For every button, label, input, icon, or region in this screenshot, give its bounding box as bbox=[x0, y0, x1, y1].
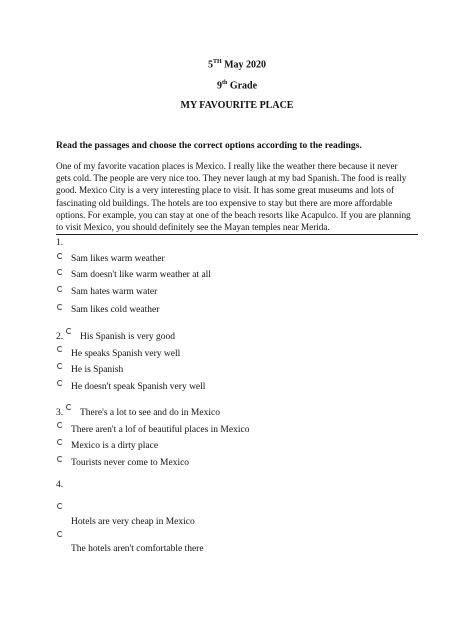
passage-line: options. For example, you can stay at one of the beach resorts like Acapulco. If you are planning bbox=[56, 209, 411, 220]
option-label: He speaks Spanish very well bbox=[71, 349, 181, 359]
option-label: Sam likes cold weather bbox=[71, 305, 160, 315]
option-label: The hotels aren't comfortable there bbox=[71, 544, 204, 554]
option-label: There's a lot to see and do in Mexico bbox=[80, 408, 220, 418]
radio-button[interactable] bbox=[57, 304, 63, 310]
passage-line: good. Mexico City is a very interesting place to visit. It has some great museums and lots of bbox=[56, 185, 395, 196]
option-label: Sam likes warm weather bbox=[71, 254, 165, 264]
radio-button[interactable] bbox=[57, 253, 63, 259]
question-number: 1. bbox=[56, 238, 64, 248]
radio-button[interactable] bbox=[57, 269, 63, 275]
radio-button[interactable] bbox=[57, 503, 63, 509]
question-number: 3. bbox=[56, 408, 64, 418]
passage-line: One of my favorite vacation places is Mexico. I really like the weather there because it never bbox=[56, 161, 398, 171]
radio-button[interactable] bbox=[57, 363, 63, 369]
radio-button[interactable] bbox=[66, 404, 72, 410]
radio-button[interactable] bbox=[57, 531, 63, 537]
option-label: He doesn't speak Spanish very well bbox=[71, 382, 206, 392]
date-superscript: TH bbox=[212, 59, 222, 65]
option-label: Hotels are very cheap in Mexico bbox=[71, 517, 195, 527]
question-number: 4. bbox=[56, 480, 64, 490]
question-number: 2. bbox=[56, 332, 64, 342]
radio-button[interactable] bbox=[57, 286, 63, 292]
radio-button[interactable] bbox=[66, 328, 72, 334]
page-title: MY FAVOURITE PLACE bbox=[180, 100, 294, 111]
radio-button[interactable] bbox=[57, 439, 63, 445]
radio-button[interactable] bbox=[57, 422, 63, 428]
date-rest: May 2020 bbox=[221, 59, 267, 71]
option-label: Sam hates warm water bbox=[71, 287, 158, 297]
passage-line: fascinating old buildings. The hotels are too expensive to stay but there are more affordable bbox=[56, 197, 393, 208]
radio-button[interactable] bbox=[57, 346, 63, 352]
option-label: There aren't a lof of beautiful places in Mexico bbox=[71, 425, 250, 435]
grade-rest: Grade bbox=[227, 80, 258, 92]
passage-line: gets cold. The people are very nice too. They never laugh at my bad Spanish. The food is really bbox=[56, 173, 407, 184]
radio-button[interactable] bbox=[57, 380, 63, 386]
reading-passage bbox=[56, 160, 418, 235]
option-label: He is Spanish bbox=[71, 365, 124, 375]
option-label: His Spanish is very good bbox=[80, 332, 175, 342]
passage-line: to visit Mexico, you should definitely see the Mayan temples near Merida. bbox=[56, 222, 330, 233]
option-label: Sam doesn't like warm weather at all bbox=[71, 270, 211, 280]
grade-number: 9 bbox=[216, 80, 222, 92]
grade-line bbox=[0, 80, 474, 91]
date-day: 5 bbox=[207, 59, 213, 71]
option-label: Mexico is a dirty place bbox=[71, 441, 159, 451]
instructions: Read the passages and choose the correct options according to the readings. bbox=[56, 141, 362, 151]
grade-superscript: th bbox=[221, 80, 228, 86]
option-label: Tourists never come to Mexico bbox=[71, 458, 190, 468]
date-line bbox=[0, 59, 474, 70]
radio-button[interactable] bbox=[57, 456, 63, 462]
